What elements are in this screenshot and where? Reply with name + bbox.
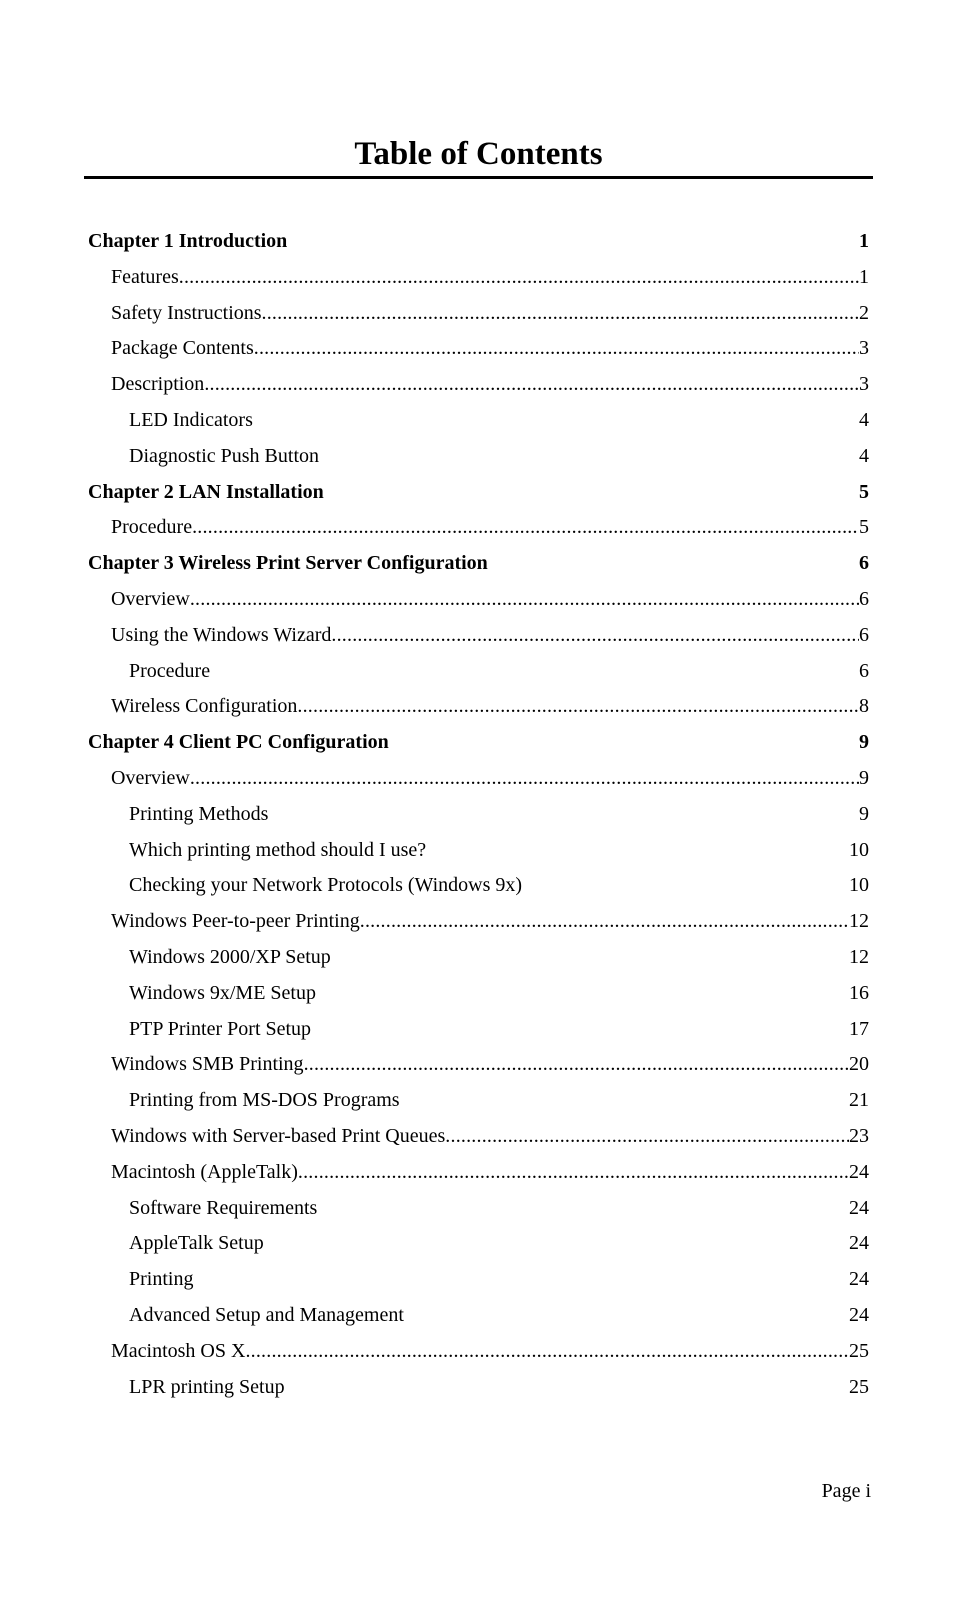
toc-entry-page-number: 10 (849, 838, 869, 861)
toc-entry-section[interactable] (0, 1049, 869, 1079)
toc-entry-label: Chapter 4 Client PC Configuration (88, 731, 389, 754)
dot-leader (254, 333, 859, 363)
dot-leader (445, 1121, 849, 1151)
toc-entry-label: Description (111, 373, 205, 396)
toc-entry-sub[interactable] (0, 1372, 869, 1402)
toc-entry-section[interactable] (0, 620, 869, 650)
toc-entry-sub[interactable] (0, 1193, 869, 1223)
toc-entry-section[interactable] (0, 369, 869, 399)
dot-leader (331, 620, 859, 650)
toc-entry-label: Windows 9x/ME Setup (129, 981, 316, 1004)
toc-entry-label: Macintosh OS X (111, 1339, 246, 1362)
toc-entry-page-number: 24 (849, 1232, 869, 1255)
toc-entry-section[interactable] (0, 1336, 869, 1366)
toc-entry-label: Features (111, 265, 179, 288)
toc-entry-label: AppleTalk Setup (129, 1232, 264, 1255)
toc-entry-sub[interactable] (0, 1264, 869, 1294)
toc-entry-chapter[interactable] (0, 548, 869, 578)
toc-entry-page-number: 6 (859, 659, 869, 682)
toc-entry-sub[interactable] (0, 441, 869, 471)
toc-entry-chapter[interactable] (0, 477, 869, 507)
dot-leader (204, 369, 859, 399)
toc-entry-section[interactable] (0, 512, 869, 542)
toc-entry-page-number: 16 (849, 981, 869, 1004)
page-title: Table of Contents (354, 136, 603, 172)
toc-entry-page-number: 9 (859, 767, 869, 789)
toc-entry-label: LPR printing Setup (129, 1375, 285, 1398)
toc-entry-sub[interactable] (0, 1300, 869, 1330)
toc-entry-sub[interactable] (0, 835, 869, 865)
toc-entry-chapter[interactable] (0, 226, 869, 256)
toc-entry-section[interactable] (0, 262, 869, 292)
dot-leader (298, 1157, 849, 1187)
toc-entry-label: Printing from MS-DOS Programs (129, 1089, 400, 1112)
toc-entry-page-number: 9 (859, 731, 869, 754)
toc-entry-label: Procedure (129, 659, 211, 682)
toc-entry-page-number: 8 (859, 695, 869, 718)
toc-entry-page-number: 9 (859, 802, 869, 825)
toc-entry-sub[interactable] (0, 1014, 869, 1044)
toc-entry-section[interactable] (0, 763, 869, 793)
toc-entry-label: Printing (129, 1268, 194, 1291)
toc-entry-section[interactable] (0, 1121, 869, 1151)
toc-entry-sub[interactable] (0, 1085, 869, 1115)
toc-entry-page-number: 1 (859, 265, 869, 288)
toc-entry-page-number: 23 (849, 1125, 869, 1147)
toc-entry-sub[interactable] (0, 799, 869, 829)
dot-leader (360, 906, 849, 936)
toc-entry-page-number: 6 (859, 623, 869, 646)
toc-entry-sub[interactable] (0, 978, 869, 1008)
toc-entry-label: Chapter 3 Wireless Print Server Configuration (88, 552, 488, 575)
toc-entry-page-number: 12 (849, 946, 869, 968)
toc-entry-section[interactable] (0, 298, 869, 328)
toc-entry-page-number: 6 (859, 588, 869, 610)
toc-entry-page-number: 1 (859, 230, 869, 252)
dot-leader (192, 512, 859, 542)
toc-entry-label: Chapter 2 LAN Installation (88, 480, 324, 503)
toc-entry-label: Windows 2000/XP Setup (129, 946, 331, 968)
toc-entry-page-number: 12 (849, 910, 869, 933)
toc-entry-label: Chapter 1 Introduction (88, 230, 288, 252)
toc-entry-page-number: 5 (859, 480, 869, 503)
toc-entry-page-number: 4 (859, 409, 869, 431)
toc-entry-section[interactable] (0, 333, 869, 363)
toc-entry-page-number: 17 (849, 1017, 869, 1040)
toc-entry-label: Checking your Network Protocols (Windows 9x) (129, 874, 523, 897)
toc-entry-label: Package Contents (111, 337, 254, 360)
dot-leader (190, 763, 859, 793)
dot-leader (190, 584, 859, 614)
toc-entry-page-number: 20 (849, 1053, 869, 1076)
toc-entry-section[interactable] (0, 584, 869, 614)
toc-entry-sub[interactable] (0, 656, 869, 686)
toc-entry-sub[interactable] (0, 1228, 869, 1258)
page-number: Page i (821, 1480, 871, 1502)
toc-entry-page-number: 21 (849, 1089, 869, 1112)
toc-entry-label: Printing Methods (129, 802, 269, 825)
toc-entry-sub[interactable] (0, 942, 869, 972)
toc-entry-label: Which printing method should I use? (129, 838, 427, 861)
toc-entry-label: LED Indicators (129, 409, 253, 431)
toc-entry-label: Overview (111, 588, 190, 610)
toc-entry-page-number: 24 (849, 1304, 869, 1326)
toc-entry-label: Software Requirements (129, 1196, 318, 1219)
toc-entry-label: Procedure (111, 516, 193, 539)
toc-entry-page-number: 25 (849, 1375, 869, 1398)
toc-entry-section[interactable] (0, 1157, 869, 1187)
toc-entry-chapter[interactable] (0, 727, 869, 757)
dot-leader (304, 1049, 849, 1079)
toc-entry-page-number: 10 (849, 874, 869, 897)
dot-leader (297, 691, 859, 721)
toc-entry-page-number: 24 (849, 1160, 869, 1183)
toc-entry-label: Windows with Server-based Print Queues (111, 1125, 446, 1147)
toc-entry-page-number: 25 (849, 1339, 869, 1362)
toc-entry-label: Windows Peer-to-peer Printing (111, 910, 360, 933)
title-rule (84, 176, 873, 179)
toc-entry-section[interactable] (0, 906, 869, 936)
toc-entry-label: Wireless Configuration (111, 695, 298, 718)
toc-entry-label: Diagnostic Push Button (129, 444, 320, 467)
toc-entry-label: Windows SMB Printing (111, 1053, 304, 1076)
toc-entry-label: Using the Windows Wizard (111, 623, 332, 646)
toc-entry-label: Macintosh (AppleTalk) (111, 1160, 298, 1183)
toc-entry-sub[interactable] (0, 870, 869, 900)
toc-entry-page-number: 6 (859, 552, 869, 575)
toc-entry-page-number: 24 (849, 1268, 869, 1291)
toc-entry-label: Advanced Setup and Management (129, 1304, 404, 1326)
toc-entry-label: Overview (111, 767, 190, 789)
toc-entry-page-number: 24 (849, 1196, 869, 1219)
toc-entry-page-number: 2 (859, 301, 869, 324)
toc-entry-section[interactable] (0, 691, 869, 721)
dot-leader (245, 1336, 849, 1366)
dot-leader (179, 262, 859, 292)
toc-entry-label: Safety Instructions (111, 301, 262, 324)
toc-entry-page-number: 3 (859, 337, 869, 360)
toc-entry-page-number: 4 (859, 444, 869, 467)
toc-entry-label: PTP Printer Port Setup (129, 1017, 312, 1040)
toc-entry-sub[interactable] (0, 405, 869, 435)
dot-leader (262, 298, 859, 328)
toc-entry-page-number: 3 (859, 373, 869, 396)
toc-entry-page-number: 5 (859, 516, 869, 539)
